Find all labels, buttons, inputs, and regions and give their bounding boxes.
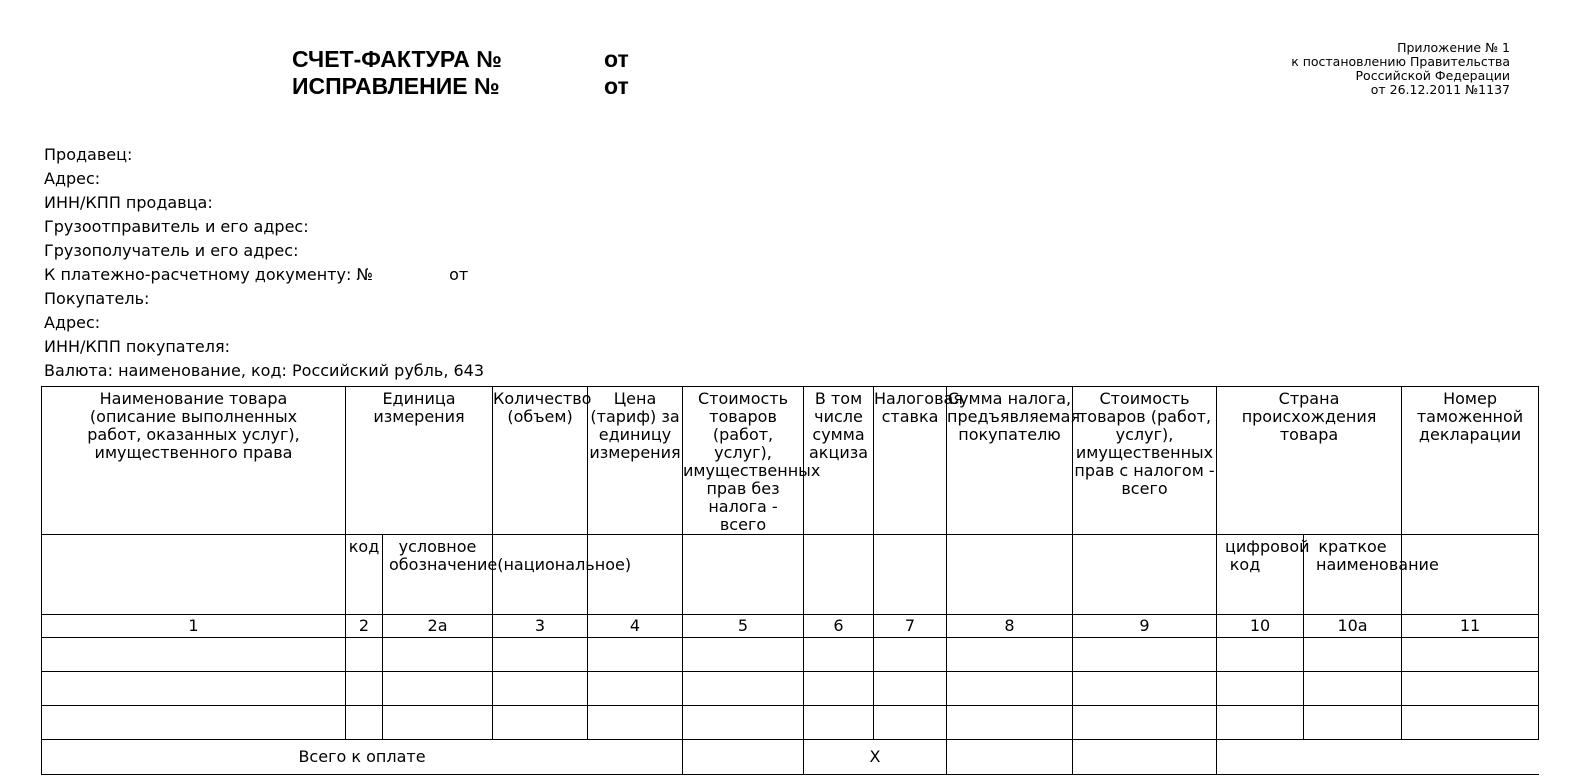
- correction-number-label: ИСПРАВЛЕНИЕ №: [292, 73, 500, 99]
- table-row: [42, 672, 1539, 706]
- table-cell[interactable]: [346, 638, 383, 672]
- column-number: 5: [683, 615, 804, 638]
- subheader-unit-symbol: условное обозначение(национальное): [383, 535, 493, 615]
- subheader-empty: [947, 535, 1073, 615]
- header-cost-without-tax: Стоимость товаров (работ, услуг), имущественных прав без налога - всего: [683, 387, 804, 535]
- table-cell[interactable]: [383, 638, 493, 672]
- table-cell[interactable]: [683, 706, 804, 740]
- column-number: 10: [1217, 615, 1304, 638]
- header-cost-with-tax: Стоимость товаров (работ, услуг), имущественных прав с налогом - всего: [1073, 387, 1217, 535]
- table-cell[interactable]: [493, 706, 588, 740]
- seller-address-field: Адрес:: [44, 169, 101, 188]
- buyer-address-field: Адрес:: [44, 313, 101, 332]
- table-cell[interactable]: [804, 672, 874, 706]
- table-cell[interactable]: [804, 706, 874, 740]
- buyer-field: Покупатель:: [44, 289, 150, 308]
- header-quantity: Количество (объем): [493, 387, 588, 535]
- subheader-empty: [683, 535, 804, 615]
- table-cell[interactable]: [683, 638, 804, 672]
- table-cell[interactable]: [1073, 672, 1217, 706]
- column-number: 10а: [1304, 615, 1402, 638]
- invoice-fields: [44, 143, 484, 383]
- buyer-inn-field: ИНН/КПП покупателя:: [44, 337, 230, 356]
- table-cell[interactable]: [588, 638, 683, 672]
- seller-field: Продавец:: [44, 145, 133, 164]
- subheader-empty: [1402, 535, 1539, 615]
- payment-doc-date-label: от: [449, 265, 469, 284]
- column-number: 4: [588, 615, 683, 638]
- total-row: [42, 740, 1539, 775]
- total-cost-without-tax[interactable]: [683, 740, 804, 775]
- total-empty-area: [1217, 740, 1539, 775]
- payment-doc-field: [44, 263, 484, 287]
- consignee-field: Грузополучатель и его адрес:: [44, 241, 299, 260]
- subheader-empty: [874, 535, 947, 615]
- table-cell[interactable]: [42, 672, 346, 706]
- table-cell[interactable]: [1402, 672, 1539, 706]
- subheader-country-code: цифровой код: [1217, 535, 1304, 615]
- header-tax-amount: Сумма налога, предъявляемая покупателю: [947, 387, 1073, 535]
- table-cell[interactable]: [1217, 672, 1304, 706]
- table-row: [42, 706, 1539, 740]
- subheader-empty: [42, 535, 346, 615]
- appendix-line: Российской Федерации: [1355, 68, 1510, 83]
- table-subheader-row: [42, 535, 1539, 615]
- table-cell[interactable]: [588, 672, 683, 706]
- payment-doc-label: К платежно-расчетному документу: №: [44, 265, 374, 284]
- subheader-country-name: краткое наименование: [1304, 535, 1402, 615]
- subheader-empty: [493, 535, 588, 615]
- column-number: 1: [42, 615, 346, 638]
- table-row: [42, 638, 1539, 672]
- table-cell[interactable]: [1304, 638, 1402, 672]
- table-header-row: [42, 387, 1539, 535]
- column-number: 2: [346, 615, 383, 638]
- table-cell[interactable]: [874, 706, 947, 740]
- table-cell[interactable]: [588, 706, 683, 740]
- table-cell[interactable]: [683, 672, 804, 706]
- column-number: 3: [493, 615, 588, 638]
- table-cell[interactable]: [1073, 706, 1217, 740]
- table-cell[interactable]: [493, 672, 588, 706]
- currency-field: Валюта: наименование, код: Российский рубль, 643: [44, 361, 485, 380]
- invoice-number-label: СЧЕТ-ФАКТУРА №: [292, 46, 502, 72]
- table-cell[interactable]: [42, 638, 346, 672]
- table-cell[interactable]: [346, 672, 383, 706]
- table-cell[interactable]: [947, 672, 1073, 706]
- table-cell[interactable]: [1304, 672, 1402, 706]
- table-cell[interactable]: [383, 706, 493, 740]
- invoice-title-row: [292, 46, 629, 73]
- column-numbers-row: [42, 615, 1539, 638]
- subheader-empty: [1073, 535, 1217, 615]
- column-number: 6: [804, 615, 874, 638]
- table-cell[interactable]: [947, 638, 1073, 672]
- header-unit: Единица измерения: [346, 387, 493, 535]
- appendix-line: к постановлению Правительства: [1291, 54, 1510, 69]
- total-cost-with-tax[interactable]: [1073, 740, 1217, 775]
- appendix-line: Приложение № 1: [1397, 40, 1510, 55]
- table-cell[interactable]: [1304, 706, 1402, 740]
- total-label: Всего к оплате: [42, 740, 683, 775]
- table-cell[interactable]: [947, 706, 1073, 740]
- subheader-empty: [804, 535, 874, 615]
- header-price: Цена (тариф) за единицу измерения: [588, 387, 683, 535]
- invoice-date-label: от: [604, 46, 629, 72]
- column-number: 2а: [383, 615, 493, 638]
- invoice-title: [292, 46, 629, 100]
- table-cell[interactable]: [874, 672, 947, 706]
- appendix-line: от 26.12.2011 №1137: [1370, 82, 1510, 97]
- table-cell[interactable]: [1402, 638, 1539, 672]
- header-origin-country: Страна происхождения товара: [1217, 387, 1402, 535]
- column-number: 8: [947, 615, 1073, 638]
- total-excise-mark: Х: [804, 740, 947, 775]
- correction-title-row: [292, 73, 629, 100]
- header-tax-rate: Налоговая ставка: [874, 387, 947, 535]
- table-cell[interactable]: [1217, 638, 1304, 672]
- subheader-empty: [588, 535, 683, 615]
- table-cell[interactable]: [874, 638, 947, 672]
- column-number: 9: [1073, 615, 1217, 638]
- invoice-table: [41, 386, 1539, 775]
- appendix-note: [1291, 41, 1510, 97]
- column-number: 7: [874, 615, 947, 638]
- header-customs-declaration: Номер таможенной декларации: [1402, 387, 1539, 535]
- header-product-name: Наименование товара (описание выполненных работ, оказанных услуг), имущественного права: [42, 387, 346, 535]
- table-cell[interactable]: [804, 638, 874, 672]
- correction-date-label: от: [604, 73, 629, 99]
- seller-inn-field: ИНН/КПП продавца:: [44, 193, 213, 212]
- table-cell[interactable]: [1073, 638, 1217, 672]
- column-number: 11: [1402, 615, 1539, 638]
- table-cell[interactable]: [383, 672, 493, 706]
- table-cell[interactable]: [1217, 706, 1304, 740]
- subheader-unit-code: код: [346, 535, 383, 615]
- total-tax-amount[interactable]: [947, 740, 1073, 775]
- table-cell[interactable]: [493, 638, 588, 672]
- table-cell[interactable]: [42, 706, 346, 740]
- shipper-field: Грузоотправитель и его адрес:: [44, 217, 309, 236]
- header-excise: В том числе сумма акциза: [804, 387, 874, 535]
- table-cell[interactable]: [1402, 706, 1539, 740]
- table-cell[interactable]: [346, 706, 383, 740]
